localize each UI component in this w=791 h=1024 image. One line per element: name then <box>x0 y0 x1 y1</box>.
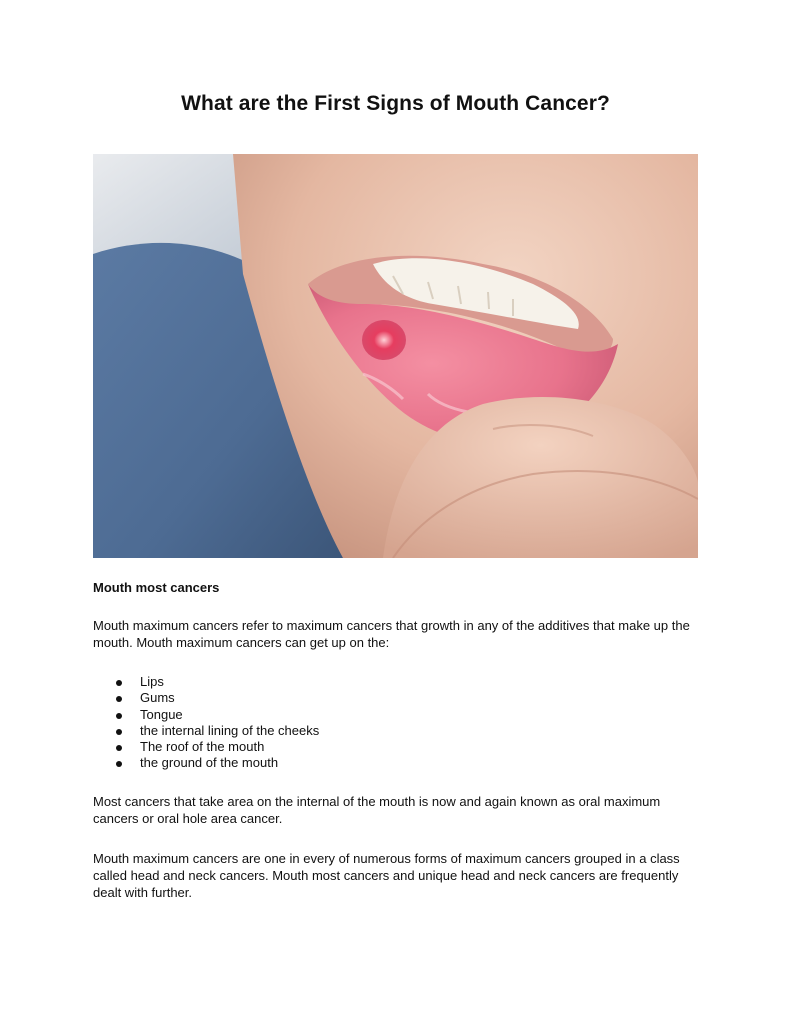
mouth-ulcer-photo <box>93 154 698 558</box>
bullet-icon <box>116 745 122 751</box>
list-item <box>93 707 319 723</box>
photo-illustration <box>93 154 698 558</box>
list-item-label: Gums <box>140 690 175 706</box>
bullet-icon <box>116 696 122 702</box>
list-item <box>93 690 319 706</box>
section-heading: Mouth most cancers <box>93 580 220 595</box>
list-item-label: Tongue <box>140 706 183 722</box>
list-item-label: the ground of the mouth <box>140 755 279 771</box>
intro-paragraph: Mouth maximum cancers refer to maximum cancers that growth in any of the additives that make up the mouth. Mouth maximum cancers can get up on the: <box>93 618 690 650</box>
list-item <box>93 674 319 690</box>
list-item-label: The roof of the mouth <box>140 739 265 755</box>
bullet-icon <box>116 713 122 719</box>
mouth-areas-list <box>93 674 319 772</box>
page-title: What are the First Signs of Mouth Cancer? <box>181 92 610 115</box>
list-item <box>93 739 319 755</box>
list-item-label: the internal lining of the cheeks <box>140 722 320 738</box>
oral-cancer-paragraph: Most cancers that take area on the internal of the mouth is now and again known as oral maximum cancers or oral hole area cancer. <box>93 794 661 826</box>
bullet-icon <box>116 729 122 735</box>
list-item <box>93 723 319 739</box>
bullet-icon <box>116 680 122 686</box>
list-item <box>93 755 319 771</box>
head-neck-paragraph: Mouth maximum cancers are one in every of numerous forms of maximum cancers grouped in a class called head and neck cancers. Mouth most cancers and unique head and neck cancers are frequently dealt with further. <box>93 851 680 900</box>
list-item-label: Lips <box>140 674 164 689</box>
bullet-icon <box>116 761 122 767</box>
